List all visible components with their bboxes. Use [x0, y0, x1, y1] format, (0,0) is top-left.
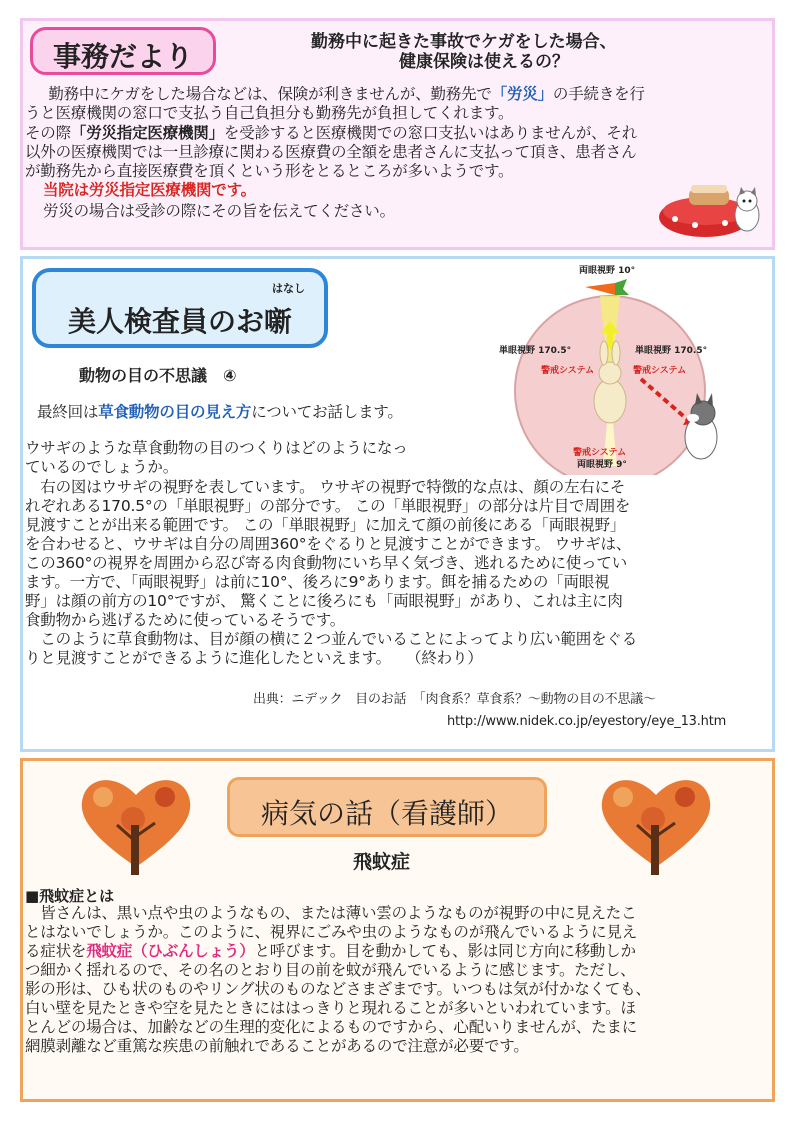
- cat-cushion-illustration: [655, 173, 767, 243]
- diagram-front-label: 両眼視野 10°: [579, 266, 636, 276]
- nurse-body: 皆さんは、黒い点や虫のようなもの、または薄い雲のようなものが視野の中に見えたこ とはないでしょうか。このように、視界にごみや虫のようなものが飛んでいるように見え る症状を飛蚊症（ひぶんしょう）と呼びます。目を動かしても、影は同じ方向に移動しか つ細かく揺れるので、その名のとおり目の前を蚊が飛んでいるように感じます。ただし、 影の形は、ひも状のものやリング状のものなどさまざまです。いつもは気が付かなくても、 白い壁を見たときや空を見たときにははっきりと現れることが多いといわれています。ほ とんどの場合は、加齢などの生理的変化によるものですから、心配いりませんが、たまに 網膜剥離など重篤な疾患の前触れであることがあるので注意が必要です。: [25, 904, 651, 1055]
- nurse-heading: ■飛蚊症とは: [25, 887, 115, 905]
- diagram-alert-back: 警戒システム: [573, 448, 627, 458]
- office-paragraph-2b: 以外の医療機関では一旦診療に関わる医療費の全額を患者さんに支払って頂き、患者さん: [25, 143, 637, 161]
- diagram-alert-right: 警戒システム: [633, 366, 687, 376]
- inspector-talk-title: 美人検査員のお噺: [67, 305, 292, 338]
- inspector-subtitle: 動物の目の不思議 ④: [79, 366, 237, 385]
- inspector-talk-badge: [32, 268, 328, 348]
- inspector-source-url: http://www.nidek.co.jp/eyestory/eye_13.htm: [447, 714, 727, 729]
- office-headline-2: 健康保険は使えるの？: [399, 52, 569, 72]
- diagram-alert-left: 警戒システム: [541, 366, 595, 376]
- office-paragraph-1: 勤務中にケガをした場合などは、保険が利きませんが、勤務先で「労災」の手続きを行: [48, 85, 645, 103]
- diagram-left-label: 単眼視野 170.5°: [499, 346, 572, 356]
- office-headline-1: 勤務中に起きた事故でケガをした場合、: [311, 32, 617, 52]
- office-paragraph-2: その際「労災指定医療機関」を受診すると医療機関での窓口支払いはありませんが、それ: [25, 124, 638, 142]
- heart-tree-illustration-right: [593, 767, 719, 879]
- diagram-back-label: 両眼視野 9°: [577, 460, 627, 470]
- office-news-section: [20, 18, 775, 250]
- office-news-badge: [30, 27, 216, 75]
- nurse-talk-badge: [227, 777, 547, 837]
- office-notice: 当院は労災指定医療機関です。: [43, 181, 256, 199]
- inspector-title-ruby: はなし: [272, 282, 305, 295]
- office-paragraph-2c: が勤務先から直接医療費を頂くという形をとるところが多いようです。: [25, 162, 514, 180]
- office-paragraph-3: 労災の場合は受診の際にその旨を伝えてください。: [43, 202, 395, 220]
- inspector-body-1: ウサギのような草食動物の目のつくりはどのようになっ ているのでしょうか。: [25, 439, 408, 476]
- heart-tree-illustration-left: [73, 767, 199, 879]
- nurse-topic: 飛蚊症: [353, 851, 411, 873]
- office-news-title: 事務だより: [52, 40, 193, 73]
- inspector-body-2: 右の図はウサギの視野を表しています。 ウサギの視野で特徴的な点は、顔の左右にそ れぞれある170.5°の「単眼視野」の部分です。 この「単眼視野」の部分は片目で周囲を 見渡すことが出来る範囲です。 この「単眼視野」に加えて顔の前後にある「両眼視野」 を合わせると、ウサギは自分の周囲360°をぐるりと見渡すことができます。 ウサギは、 この360°の視界を周囲から忍び寄る肉食動物にいち早く気づき、逃れるために使ってい ます。一方で、「両眼視野」は前に10°、後ろに9°あります。餌を捕るための「両眼視 野」は顔の前方の10°ですが、 驚くことに後ろにも「両眼視野」があり、これは主に肉 食動物から逃げるために使っているそうです。 このように草食動物は、目が顔の横に２つ並んでいることによってより広い範囲をぐる りと見渡すことができるように進化したといえます。 （終わり）: [25, 478, 638, 667]
- office-paragraph-1b: うと医療機関の窓口で支払う自己負担分も勤務先が負担してくれます。: [25, 104, 514, 122]
- nurse-talk-section: [20, 758, 775, 1102]
- rabbit-vision-diagram: [493, 261, 723, 475]
- nurse-term: 飛蚊症（ひぶんしょう）: [86, 942, 255, 960]
- inspector-intro: 最終回は草食動物の目の見え方についてお話します。: [37, 403, 403, 421]
- nurse-talk-title: 病気の話（看護師）: [260, 797, 513, 830]
- inspector-source: 出典：ニデック 目のお話 「肉食系？草食系？～動物の目の不思議～: [253, 692, 656, 707]
- diagram-right-label: 単眼視野 170.5°: [635, 346, 708, 356]
- inspector-talk-section: [20, 256, 775, 752]
